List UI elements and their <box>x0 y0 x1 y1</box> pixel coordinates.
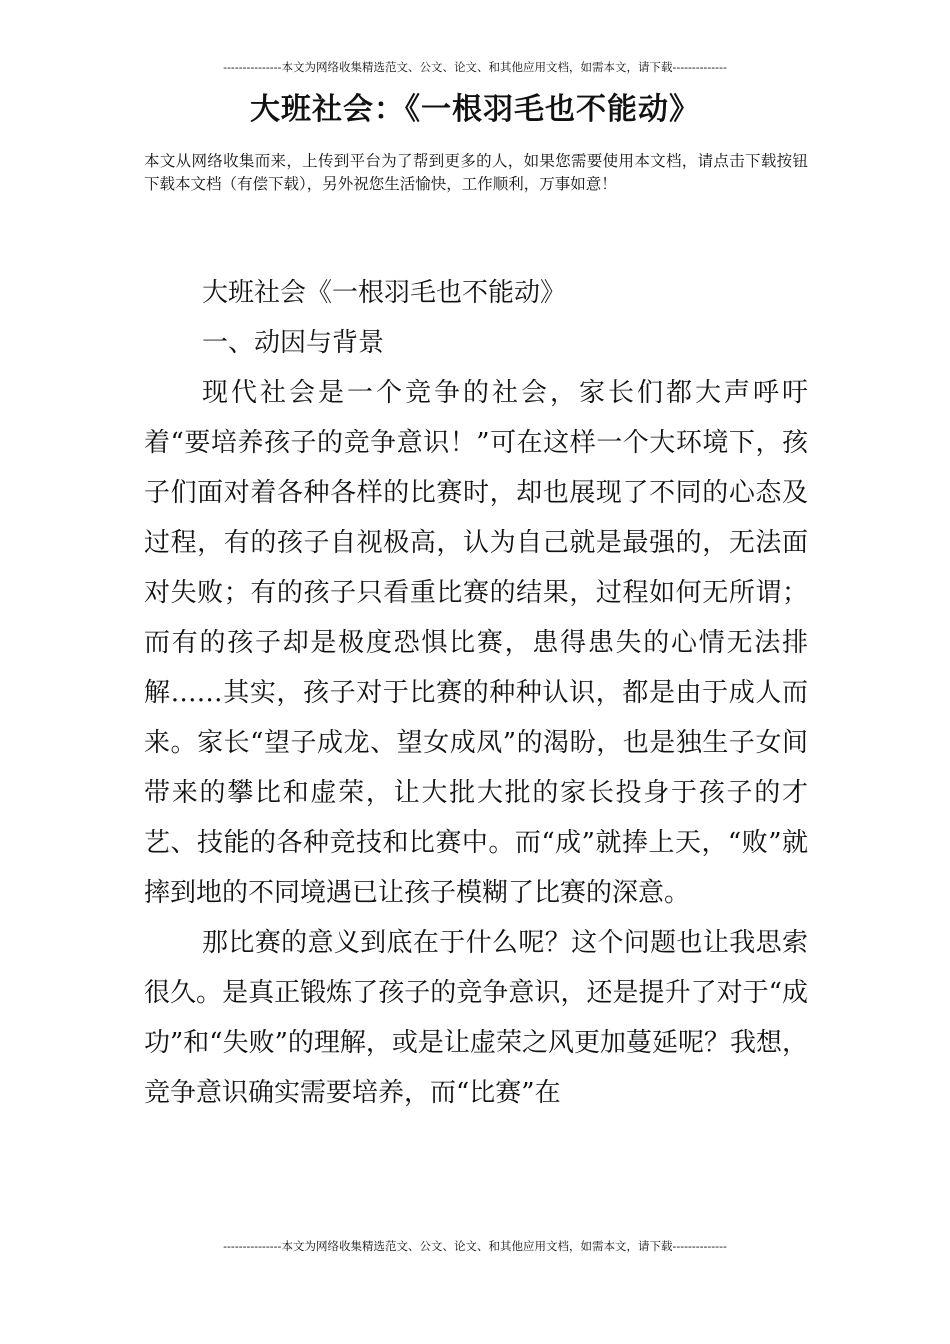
document-title: 大班社会：《一根羽毛也不能动》 <box>250 92 700 127</box>
header-banner: ---------------本文为网络收集精选范文、公文、论文、和其他应用文档，如需本文，请下载-------------- <box>223 60 727 74</box>
section-heading: 一、动因与背景 <box>202 328 385 358</box>
body-paragraph: 现代社会是一个竞争的社会，家长们都大声呼吁着“要培养孩子的竞争意识！”可在这样一个大环境下，孩子们面对着各种各样的比赛时，却也展现了不同的心态及过程，有的孩子自视极高，认为自己就是最强的，无法面对失败；有的孩子只看重比赛的结果，过程如何无所谓；而有的孩子却是极度恐惧比赛，患得患失的心情无法排解……其实，孩子对于比赛的种种认识，都是由于成人而来。家长“望子成龙、望女成凤”的渴盼，也是独生子女间带来的攀比和虚荣，让大批大批的家长投身于孩子的才艺、技能的各种竞技和比赛中。而“成”就捧上天，“败”就摔到地的不同境遇已让孩子模糊了比赛的深意。 <box>144 378 808 908</box>
download-notice: 本文从网络收集而来，上传到平台为了帮到更多的人，如果您需要使用本文档，请点击下载按钮下载本文档（有偿下载），另外祝您生活愉快，工作顺利，万事如意！ <box>144 152 808 193</box>
footer-banner: ---------------本文为网络收集精选范文、公文、论文、和其他应用文档，如需本文，请下载-------------- <box>223 1239 727 1253</box>
document-body <box>144 268 808 1118</box>
body-paragraph: 那比赛的意义到底在于什么呢？这个问题也让我思索很久。是真正锻炼了孩子的竞争意识，还是提升了对于“成功”和“失败”的理解，或是让虚荣之风更加蔓延呢？我想，竞争意识确实需要培养，而“比赛”在 <box>144 928 808 1108</box>
body-subtitle: 大班社会《一根羽毛也不能动》 <box>202 278 567 308</box>
